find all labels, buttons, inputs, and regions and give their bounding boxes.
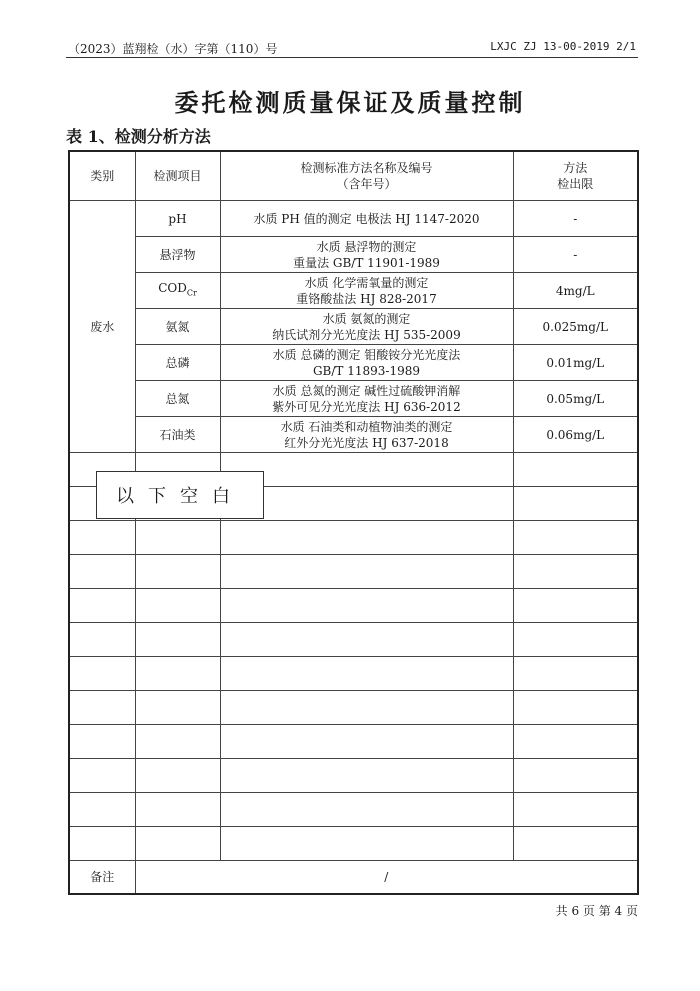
category-cell: 废水	[69, 201, 135, 453]
item-cell: 总磷	[135, 345, 220, 381]
table-row	[69, 417, 638, 453]
blank-below-stamp: 以下空白	[96, 471, 264, 519]
remarks-label: 备注	[69, 861, 135, 895]
table-caption: 表 1、检测分析方法	[66, 127, 211, 146]
method-cell	[220, 345, 513, 381]
method-line1: 水质 悬浮物的测定	[316, 239, 417, 254]
empty-row	[69, 793, 638, 827]
table-row	[69, 345, 638, 381]
method-line1: 水质 石油类和动植物油类的测定	[280, 419, 453, 434]
method-line2: 重铬酸盐法 HJ 828-2017	[296, 291, 437, 306]
limit-cell: 4mg/L	[513, 273, 638, 309]
item-cell: 总氮	[135, 381, 220, 417]
method-line1: 水质 化学需氧量的测定	[304, 275, 429, 290]
limit-cell: 0.05mg/L	[513, 381, 638, 417]
header-limit-line2: 检出限	[557, 177, 594, 191]
limit-cell: 0.06mg/L	[513, 417, 638, 453]
method-line2: 纳氏试剂分光光度法 HJ 535-2009	[272, 327, 461, 342]
method-line1: 水质 氨氮的测定	[322, 311, 411, 326]
empty-row	[69, 521, 638, 555]
method-line2: GB/T 11893-1989	[312, 363, 421, 378]
method-line1: 水质 PH 值的测定 电极法 HJ 1147-2020	[253, 211, 480, 226]
remarks-value: /	[135, 861, 638, 895]
page-count: 共 6 页 第 4 页	[555, 904, 638, 918]
header-method-line1: 检测标准方法名称及编号	[300, 161, 433, 175]
header-limit	[513, 151, 638, 201]
empty-row	[69, 589, 638, 623]
empty-row	[69, 623, 638, 657]
method-line1: 水质 总氮的测定 碱性过硫酸钾消解	[272, 383, 461, 398]
item-cell: pH	[135, 201, 220, 237]
limit-cell: -	[513, 201, 638, 237]
table-header-row	[69, 151, 638, 201]
limit-cell: 0.01mg/L	[513, 345, 638, 381]
empty-row	[69, 691, 638, 725]
method-cell	[220, 381, 513, 417]
page-title: 委托检测质量保证及质量控制	[174, 89, 526, 117]
method-cell	[220, 309, 513, 345]
table-row	[69, 309, 638, 345]
item-main: COD	[158, 280, 187, 295]
table-row	[69, 201, 638, 237]
table-row	[69, 273, 638, 309]
empty-row	[69, 759, 638, 793]
header-divider	[66, 57, 638, 58]
limit-cell: -	[513, 237, 638, 273]
item-cell: 悬浮物	[135, 237, 220, 273]
method-cell	[220, 273, 513, 309]
item-cell	[135, 273, 220, 309]
method-line2: 重量法 GB/T 11901-1989	[293, 255, 440, 270]
empty-row	[69, 827, 638, 861]
empty-row	[69, 725, 638, 759]
document-number: （2023）蓝翔检（水）字第（110）号	[68, 42, 278, 56]
table-row	[69, 237, 638, 273]
remarks-row	[69, 861, 638, 895]
empty-row	[69, 657, 638, 691]
header-category: 类别	[69, 151, 135, 201]
method-cell	[220, 237, 513, 273]
limit-cell: 0.025mg/L	[513, 309, 638, 345]
method-cell	[220, 201, 513, 237]
header-method-line2: （含年号）	[336, 177, 397, 191]
form-code: LXJC ZJ 13-00-2019 2/1	[490, 40, 636, 53]
table-row	[69, 381, 638, 417]
header-limit-line1: 方法	[563, 161, 588, 175]
method-line1: 水质 总磷的测定 钼酸铵分光光度法	[272, 347, 461, 362]
method-line2: 紫外可见分光光度法 HJ 636-2012	[272, 399, 461, 414]
item-cell: 氨氮	[135, 309, 220, 345]
method-line2: 红外分光光度法 HJ 637-2018	[284, 435, 449, 450]
analysis-method-table	[68, 150, 639, 895]
header-item: 检测项目	[135, 151, 220, 201]
header-method	[220, 151, 513, 201]
empty-row	[69, 555, 638, 589]
item-subscript: Cr	[186, 288, 197, 298]
method-cell	[220, 417, 513, 453]
item-cell: 石油类	[135, 417, 220, 453]
